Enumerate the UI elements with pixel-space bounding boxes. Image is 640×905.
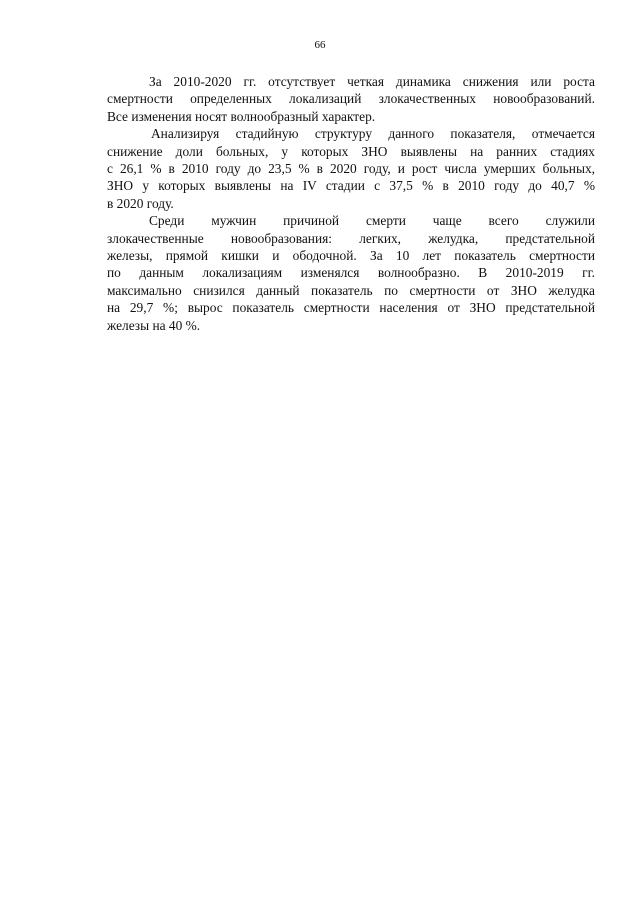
text-line: максимально снизился данный показатель по смертности от ЗНО желудка [107, 282, 595, 298]
text-line: За 2010-2020 гг. отсутствует четкая динамика снижения или роста [149, 74, 595, 89]
paragraph-stage-structure [107, 125, 595, 212]
text-line: на 29,7 %; вырос показатель смертности населения от ЗНО предстательной [107, 300, 595, 316]
text-line: злокачественные новообразования: легких, желудка, предстательной [107, 230, 595, 246]
text-line: снижение доли больных, у которых ЗНО выявлены на ранних стадиях [107, 143, 595, 159]
text-line: Среди мужчин причиной смерти чаще всего служили [149, 213, 595, 229]
body-text [107, 73, 595, 334]
text-line: ЗНО у которых выявлены на IV стадии с 37,5 % в 2010 году до 40,7 % [107, 178, 595, 194]
text-line: смертности определенных локализаций злокачественных новообразований. [107, 91, 595, 107]
page-number: 66 [314, 39, 326, 51]
text-line: железы на 40 %. [107, 317, 201, 333]
text-line: с 26,1 % в 2010 году до 23,5 % в 2020 году, и рост числа умерших больных, [107, 161, 595, 177]
paragraph-male-mortality [107, 212, 595, 334]
text-line: по данным локализациям изменялся волнообразно. В 2010-2019 гг. [107, 265, 595, 281]
text-line: Анализируя стадийную структуру данного показателя, отмечается [151, 126, 595, 142]
text-line: Все изменения носят волнообразный характер. [107, 108, 376, 124]
text-line: железы, прямой кишки и ободочной. За 10 лет показатель смертности [107, 248, 595, 264]
text-line: в 2020 году. [107, 195, 174, 211]
paragraph-mortality-dynamics [107, 73, 595, 125]
